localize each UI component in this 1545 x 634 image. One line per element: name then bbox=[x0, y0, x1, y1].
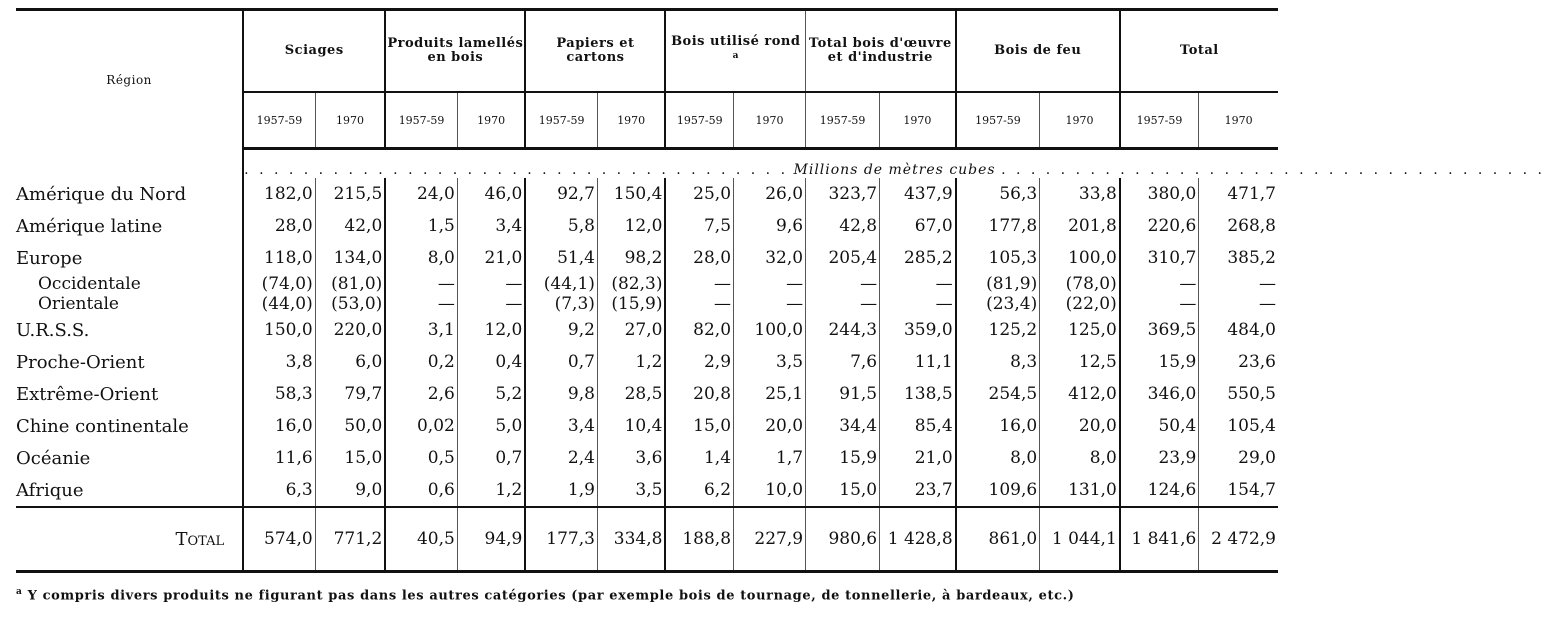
period-header-1970: 1970 bbox=[1199, 92, 1278, 149]
value-cell: 92,7 bbox=[525, 178, 597, 210]
value-cell: 2,9 bbox=[665, 346, 733, 378]
value-cell: — bbox=[880, 294, 956, 314]
value-cell: 100,0 bbox=[1040, 242, 1120, 274]
value-cell: 105,4 bbox=[1199, 410, 1278, 442]
value-cell: 138,5 bbox=[880, 378, 956, 410]
value-cell: 15,0 bbox=[806, 474, 880, 507]
value-cell: 220,0 bbox=[315, 314, 385, 346]
value-cell: 125,0 bbox=[1040, 314, 1120, 346]
value-cell: 28,5 bbox=[597, 378, 665, 410]
table-body bbox=[16, 149, 1545, 572]
region-cell: Extrême-Orient bbox=[16, 383, 159, 405]
value-cell: 8,3 bbox=[956, 346, 1040, 378]
value-cell: 23,7 bbox=[880, 474, 956, 507]
units-caption: . . . . . . . . . . . . . . . . . . . . . . . . . . . . . . . . . . . . . Millions de mètres cubes . . . . . . . . . . . . . . . . . . . . . . . . . . . . . . . . . . . . . bbox=[243, 149, 1278, 179]
value-cell: (7,3) bbox=[525, 294, 597, 314]
value-cell: 98,2 bbox=[597, 242, 665, 274]
group-header-sciages: Sciages bbox=[243, 10, 385, 93]
value-cell: 1,9 bbox=[525, 474, 597, 507]
table-row bbox=[16, 294, 1278, 314]
value-cell: (78,0) bbox=[1040, 274, 1120, 294]
value-cell: 20,8 bbox=[665, 378, 733, 410]
wood-consumption-table bbox=[16, 8, 1545, 573]
region-cell: Europe bbox=[16, 247, 83, 269]
value-cell: 0,02 bbox=[385, 410, 457, 442]
value-cell: 118,0 bbox=[243, 242, 315, 274]
value-cell: 51,4 bbox=[525, 242, 597, 274]
value-cell: 7,6 bbox=[806, 346, 880, 378]
value-cell: — bbox=[385, 274, 457, 294]
value-cell: 310,7 bbox=[1120, 242, 1199, 274]
value-cell: 0,4 bbox=[457, 346, 525, 378]
value-cell: 23,9 bbox=[1120, 442, 1199, 474]
value-cell: 369,5 bbox=[1120, 314, 1199, 346]
value-cell: 12,5 bbox=[1040, 346, 1120, 378]
value-cell: 3,5 bbox=[597, 474, 665, 507]
value-cell: — bbox=[665, 274, 733, 294]
value-cell: — bbox=[385, 294, 457, 314]
value-cell: 25,0 bbox=[665, 178, 733, 210]
value-cell: 50,0 bbox=[315, 410, 385, 442]
value-cell: 412,0 bbox=[1040, 378, 1120, 410]
total-value-cell: 188,8 bbox=[665, 507, 733, 572]
footnote bbox=[16, 587, 1278, 603]
value-cell: 3,1 bbox=[385, 314, 457, 346]
value-cell: 8,0 bbox=[385, 242, 457, 274]
value-cell: 285,2 bbox=[880, 242, 956, 274]
region-column-header: Région bbox=[16, 10, 243, 149]
value-cell: 220,6 bbox=[1120, 210, 1199, 242]
value-cell: 150,4 bbox=[597, 178, 665, 210]
period-header-1957-59: 1957-59 bbox=[956, 92, 1040, 149]
value-cell: 550,5 bbox=[1199, 378, 1278, 410]
value-cell: (44,0) bbox=[243, 294, 315, 314]
value-cell: 437,9 bbox=[880, 178, 956, 210]
value-cell: 1,2 bbox=[597, 346, 665, 378]
period-header-1957-59: 1957-59 bbox=[806, 92, 880, 149]
table-row bbox=[16, 274, 1278, 294]
total-value-cell: 980,6 bbox=[806, 507, 880, 572]
units-row bbox=[16, 149, 1278, 179]
total-value-cell: 861,0 bbox=[956, 507, 1040, 572]
value-cell: 3,6 bbox=[597, 442, 665, 474]
value-cell: 484,0 bbox=[1199, 314, 1278, 346]
group-header-bois-rond bbox=[665, 10, 805, 93]
period-header-1970: 1970 bbox=[315, 92, 385, 149]
table-row bbox=[16, 474, 1278, 507]
value-cell: (81,0) bbox=[315, 274, 385, 294]
value-cell: 21,0 bbox=[880, 442, 956, 474]
value-cell: 91,5 bbox=[806, 378, 880, 410]
value-cell: 0,6 bbox=[385, 474, 457, 507]
total-value-cell: 2 472,9 bbox=[1199, 507, 1278, 572]
value-cell: 16,0 bbox=[243, 410, 315, 442]
value-cell: 3,8 bbox=[243, 346, 315, 378]
value-cell: 215,5 bbox=[315, 178, 385, 210]
value-cell: 6,3 bbox=[243, 474, 315, 507]
value-cell: 5,2 bbox=[457, 378, 525, 410]
value-cell: 3,5 bbox=[734, 346, 806, 378]
region-cell: Proche-Orient bbox=[16, 351, 145, 373]
value-cell: — bbox=[665, 294, 733, 314]
value-cell: 10,4 bbox=[597, 410, 665, 442]
value-cell: 15,0 bbox=[665, 410, 733, 442]
value-cell: — bbox=[1199, 274, 1278, 294]
value-cell: 33,8 bbox=[1040, 178, 1120, 210]
value-cell: 25,1 bbox=[734, 378, 806, 410]
value-cell: 154,7 bbox=[1199, 474, 1278, 507]
value-cell: 27,0 bbox=[597, 314, 665, 346]
region-cell: Amérique du Nord bbox=[16, 183, 187, 205]
value-cell: 67,0 bbox=[880, 210, 956, 242]
value-cell: 8,0 bbox=[1040, 442, 1120, 474]
period-header-1970: 1970 bbox=[880, 92, 956, 149]
group-header-total: Total bbox=[1120, 10, 1278, 93]
table-row bbox=[16, 346, 1278, 378]
table-row bbox=[16, 378, 1278, 410]
group-header-lamelles: Produits lamellés en bois bbox=[385, 10, 525, 93]
value-cell: 105,3 bbox=[956, 242, 1040, 274]
value-cell: 28,0 bbox=[243, 210, 315, 242]
value-cell: 471,7 bbox=[1199, 178, 1278, 210]
value-cell: 1,4 bbox=[665, 442, 733, 474]
value-cell: (23,4) bbox=[956, 294, 1040, 314]
value-cell: 16,0 bbox=[956, 410, 1040, 442]
table-row bbox=[16, 210, 1278, 242]
region-cell: Amérique latine bbox=[16, 215, 163, 237]
footnote-marker-label: a bbox=[16, 587, 23, 597]
value-cell: 42,8 bbox=[806, 210, 880, 242]
value-cell: 177,8 bbox=[956, 210, 1040, 242]
period-header-1970: 1970 bbox=[457, 92, 525, 149]
value-cell: 34,4 bbox=[806, 410, 880, 442]
value-cell: 24,0 bbox=[385, 178, 457, 210]
value-cell: 79,7 bbox=[315, 378, 385, 410]
total-value-cell: 177,3 bbox=[525, 507, 597, 572]
document-page bbox=[16, 8, 1545, 604]
period-header-1957-59: 1957-59 bbox=[525, 92, 597, 149]
value-cell: — bbox=[457, 294, 525, 314]
value-cell: 380,0 bbox=[1120, 178, 1199, 210]
value-cell: (74,0) bbox=[243, 274, 315, 294]
value-cell: 205,4 bbox=[806, 242, 880, 274]
header-row-groups bbox=[16, 10, 1278, 93]
group-header-feu: Bois de feu bbox=[956, 10, 1120, 93]
value-cell: — bbox=[880, 274, 956, 294]
value-cell: 385,2 bbox=[1199, 242, 1278, 274]
value-cell: (82,3) bbox=[597, 274, 665, 294]
period-header-1970: 1970 bbox=[1040, 92, 1120, 149]
value-cell: — bbox=[806, 274, 880, 294]
region-cell: U.R.S.S. bbox=[16, 319, 90, 341]
value-cell: 201,8 bbox=[1040, 210, 1120, 242]
value-cell: 131,0 bbox=[1040, 474, 1120, 507]
units-row-spacer bbox=[16, 149, 243, 179]
value-cell: 1,7 bbox=[734, 442, 806, 474]
value-cell: 15,9 bbox=[806, 442, 880, 474]
value-cell: (15,9) bbox=[597, 294, 665, 314]
total-value-cell: 574,0 bbox=[243, 507, 315, 572]
value-cell: 323,7 bbox=[806, 178, 880, 210]
value-cell: 11,6 bbox=[243, 442, 315, 474]
value-cell: 12,0 bbox=[457, 314, 525, 346]
value-cell: 5,0 bbox=[457, 410, 525, 442]
value-cell: 346,0 bbox=[1120, 378, 1199, 410]
value-cell: (44,1) bbox=[525, 274, 597, 294]
value-cell: 20,0 bbox=[734, 410, 806, 442]
value-cell: 2,6 bbox=[385, 378, 457, 410]
value-cell: 182,0 bbox=[243, 178, 315, 210]
value-cell: 244,3 bbox=[806, 314, 880, 346]
value-cell: 3,4 bbox=[525, 410, 597, 442]
region-cell: Océanie bbox=[16, 447, 91, 469]
period-header-1957-59: 1957-59 bbox=[665, 92, 733, 149]
value-cell: — bbox=[734, 274, 806, 294]
value-cell: 9,8 bbox=[525, 378, 597, 410]
value-cell: 56,3 bbox=[956, 178, 1040, 210]
value-cell: — bbox=[1120, 274, 1199, 294]
value-cell: (53,0) bbox=[315, 294, 385, 314]
value-cell: 268,8 bbox=[1199, 210, 1278, 242]
period-header-1957-59: 1957-59 bbox=[1120, 92, 1199, 149]
value-cell: 124,6 bbox=[1120, 474, 1199, 507]
value-cell: 1,2 bbox=[457, 474, 525, 507]
value-cell: 10,0 bbox=[734, 474, 806, 507]
value-cell: 100,0 bbox=[734, 314, 806, 346]
total-value-cell: 1 841,6 bbox=[1120, 507, 1199, 572]
value-cell: 2,4 bbox=[525, 442, 597, 474]
value-cell: 28,0 bbox=[665, 242, 733, 274]
value-cell: 21,0 bbox=[457, 242, 525, 274]
period-header-1970: 1970 bbox=[734, 92, 806, 149]
value-cell: 0,5 bbox=[385, 442, 457, 474]
value-cell: 46,0 bbox=[457, 178, 525, 210]
table-row bbox=[16, 178, 1278, 210]
table-row bbox=[16, 242, 1278, 274]
value-cell: 58,3 bbox=[243, 378, 315, 410]
value-cell: (81,9) bbox=[956, 274, 1040, 294]
value-cell: 29,0 bbox=[1199, 442, 1278, 474]
value-cell: 82,0 bbox=[665, 314, 733, 346]
period-header-1957-59: 1957-59 bbox=[243, 92, 315, 149]
value-cell: 15,0 bbox=[315, 442, 385, 474]
value-cell: 11,1 bbox=[880, 346, 956, 378]
region-cell: Afrique bbox=[16, 479, 84, 501]
value-cell: 42,0 bbox=[315, 210, 385, 242]
value-cell: 12,0 bbox=[597, 210, 665, 242]
value-cell: — bbox=[806, 294, 880, 314]
value-cell: 23,6 bbox=[1199, 346, 1278, 378]
region-cell: Orientale bbox=[38, 294, 119, 314]
value-cell: 0,7 bbox=[457, 442, 525, 474]
value-cell: 7,5 bbox=[665, 210, 733, 242]
value-cell: — bbox=[457, 274, 525, 294]
group-header-papiers: Papiers et cartons bbox=[525, 10, 665, 93]
value-cell: 5,8 bbox=[525, 210, 597, 242]
total-value-cell: 227,9 bbox=[734, 507, 806, 572]
value-cell: 359,0 bbox=[880, 314, 956, 346]
total-value-cell: 1 044,1 bbox=[1040, 507, 1120, 572]
value-cell: 0,2 bbox=[385, 346, 457, 378]
value-cell: 134,0 bbox=[315, 242, 385, 274]
value-cell: 85,4 bbox=[880, 410, 956, 442]
value-cell: 15,9 bbox=[1120, 346, 1199, 378]
total-value-cell: 334,8 bbox=[597, 507, 665, 572]
value-cell: 9,6 bbox=[734, 210, 806, 242]
value-cell: 150,0 bbox=[243, 314, 315, 346]
value-cell: 109,6 bbox=[956, 474, 1040, 507]
units-label: Millions de mètres cubes bbox=[793, 162, 996, 178]
footnote-marker: a bbox=[732, 50, 739, 61]
total-row bbox=[16, 507, 1278, 572]
group-header-bois-rond-label: Bois utilisé rond bbox=[671, 33, 801, 49]
value-cell: 32,0 bbox=[734, 242, 806, 274]
value-cell: 3,4 bbox=[457, 210, 525, 242]
value-cell: 254,5 bbox=[956, 378, 1040, 410]
footnote-text: Y compris divers produits ne figurant pas dans les autres catégories (par exemple bois de tournage, de tonnellerie, à bardeaux, etc.) bbox=[27, 588, 1075, 604]
value-cell: — bbox=[1120, 294, 1199, 314]
value-cell: 9,2 bbox=[525, 314, 597, 346]
period-header-1957-59: 1957-59 bbox=[385, 92, 457, 149]
total-value-cell: 1 428,8 bbox=[880, 507, 956, 572]
value-cell: — bbox=[1199, 294, 1278, 314]
total-value-cell: 40,5 bbox=[385, 507, 457, 572]
value-cell: 9,0 bbox=[315, 474, 385, 507]
total-value-cell: 94,9 bbox=[457, 507, 525, 572]
value-cell: 20,0 bbox=[1040, 410, 1120, 442]
value-cell: 125,2 bbox=[956, 314, 1040, 346]
value-cell: (22,0) bbox=[1040, 294, 1120, 314]
table-row bbox=[16, 314, 1278, 346]
region-cell: Occidentale bbox=[38, 274, 141, 294]
table-row bbox=[16, 410, 1278, 442]
total-label: Total bbox=[16, 507, 243, 572]
value-cell: 26,0 bbox=[734, 178, 806, 210]
value-cell: — bbox=[734, 294, 806, 314]
value-cell: 50,4 bbox=[1120, 410, 1199, 442]
table-row bbox=[16, 442, 1278, 474]
total-value-cell: 771,2 bbox=[315, 507, 385, 572]
group-header-oeuvre: Total bois d'œuvre et d'industrie bbox=[806, 10, 956, 93]
region-cell: Chine continentale bbox=[16, 415, 189, 437]
value-cell: 1,5 bbox=[385, 210, 457, 242]
value-cell: 8,0 bbox=[956, 442, 1040, 474]
value-cell: 6,0 bbox=[315, 346, 385, 378]
value-cell: 0,7 bbox=[525, 346, 597, 378]
period-header-1970: 1970 bbox=[597, 92, 665, 149]
value-cell: 6,2 bbox=[665, 474, 733, 507]
